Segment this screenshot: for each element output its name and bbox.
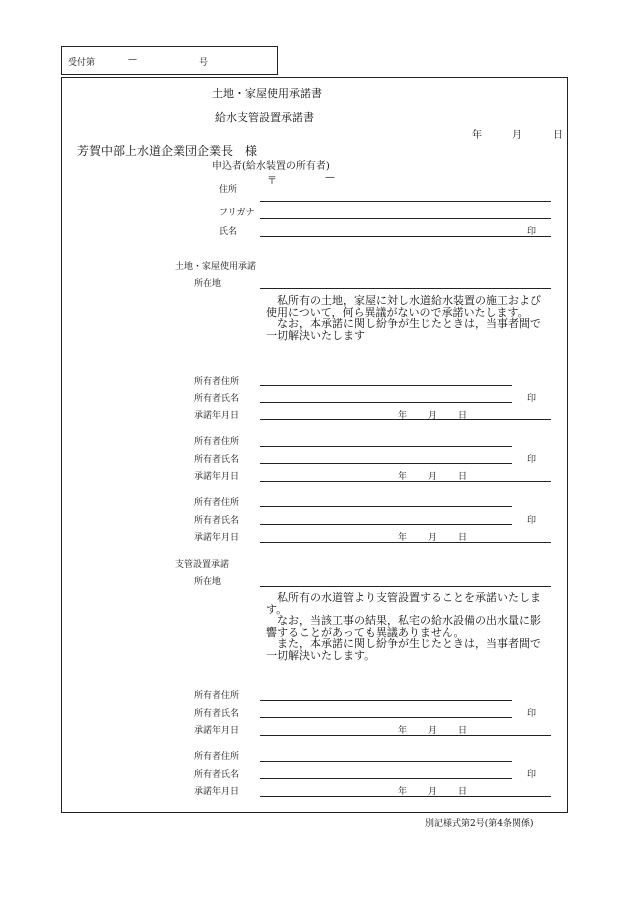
owner-date-day: 日 — [458, 411, 468, 421]
owner-date-year: 年 — [398, 472, 408, 482]
owner-name-label: 所有者氏名 — [194, 394, 240, 404]
owner-seal: 印 — [527, 709, 537, 719]
owner-name-line[interactable] — [260, 717, 512, 718]
land-consent-text-1: 私所有の土地，家屋に対し水道給水装置の施工および使用について，何ら異議がないので承諾いたします。 — [266, 294, 541, 319]
name-label: 氏名 — [219, 227, 238, 237]
owner-date-line[interactable] — [260, 735, 551, 736]
owner-date-month: 月 — [428, 787, 438, 797]
receipt-label: 受付第 — [68, 58, 96, 68]
owner-address-label: 所有者住所 — [194, 498, 240, 508]
land-location-line[interactable] — [260, 288, 551, 289]
owner-date-line[interactable] — [260, 542, 551, 543]
form-number-footer: 別記様式第2号(第4条関係) — [425, 819, 534, 829]
pipe-section-heading: 支管設置承諾 — [175, 560, 230, 570]
land-location-label: 所在地 — [194, 279, 222, 289]
owner-date-label: 承諾年月日 — [194, 411, 240, 421]
owner-name-label: 所有者氏名 — [194, 455, 240, 465]
owner-name-label: 所有者氏名 — [194, 770, 240, 780]
title-land-house: 土地・家屋使用承諾書 — [212, 87, 322, 100]
postal-mark: 〒 — [267, 176, 277, 187]
land-consent-text-2: なお，本承諾に関し紛争が生じたときは，当事者間で一切解決いたします — [266, 317, 541, 342]
owner-date-year: 年 — [398, 726, 408, 736]
land-section-heading: 土地・家屋使用承諾 — [175, 262, 257, 272]
pipe-consent-text — [266, 592, 551, 662]
date-month: 月 — [512, 130, 522, 141]
owner-address-label: 所有者住所 — [194, 377, 240, 387]
owner-seal: 印 — [527, 516, 537, 526]
owner-date-year: 年 — [398, 411, 408, 421]
receipt-box — [61, 46, 278, 75]
owner-date-day: 日 — [458, 472, 468, 482]
owner-address-line[interactable] — [260, 385, 512, 386]
postal-dash: — — [325, 172, 335, 183]
owner-seal: 印 — [527, 770, 537, 780]
receipt-number-suffix: 号 — [199, 58, 209, 68]
owner-address-label: 所有者住所 — [194, 691, 240, 701]
owner-name-line[interactable] — [260, 463, 512, 464]
owner-address-line[interactable] — [260, 761, 512, 762]
furigana-label: フリガナ — [219, 208, 255, 218]
owner-name-label: 所有者氏名 — [194, 516, 240, 526]
owner-seal: 印 — [527, 455, 537, 465]
applicant-seal: 印 — [527, 227, 537, 237]
address-line[interactable] — [260, 201, 551, 202]
owner-address-line[interactable] — [260, 446, 512, 447]
addressee: 芳賀中部上水道企業団企業長 様 — [77, 144, 258, 158]
owner-date-month: 月 — [428, 533, 438, 543]
owner-date-line[interactable] — [260, 481, 551, 482]
owner-date-month: 月 — [428, 726, 438, 736]
owner-date-day: 日 — [458, 726, 468, 736]
owner-date-label: 承諾年月日 — [194, 787, 240, 797]
owner-date-line[interactable] — [260, 796, 551, 797]
furigana-line[interactable] — [260, 218, 551, 219]
date-year: 年 — [472, 130, 482, 141]
owner-address-line[interactable] — [260, 700, 512, 701]
pipe-consent-text-2: なお，当該工事の結果，私宅の給水設備の出水量に影響することがあっても異議ありません。 — [266, 614, 541, 639]
owner-date-year: 年 — [398, 787, 408, 797]
owner-name-line[interactable] — [260, 524, 512, 525]
owner-name-line[interactable] — [260, 778, 512, 779]
title-pipe: 給水支管設置承諾書 — [215, 111, 314, 124]
pipe-location-line[interactable] — [260, 586, 551, 587]
owner-date-label: 承諾年月日 — [194, 472, 240, 482]
owner-date-month: 月 — [428, 411, 438, 421]
owner-name-line[interactable] — [260, 402, 512, 403]
receipt-dash: — — [128, 55, 137, 65]
owner-date-month: 月 — [428, 472, 438, 482]
form-frame — [61, 77, 568, 813]
applicant-heading: 申込者(給水装置の所有者) — [212, 161, 330, 172]
owner-address-label: 所有者住所 — [194, 437, 240, 447]
owner-address-label: 所有者住所 — [194, 752, 240, 762]
owner-date-label: 承諾年月日 — [194, 726, 240, 736]
pipe-location-label: 所在地 — [194, 577, 222, 587]
pipe-consent-text-1: 私所有の水道管より支管設置することを承諾いたします。 — [266, 591, 541, 616]
owner-date-day: 日 — [458, 787, 468, 797]
owner-name-label: 所有者氏名 — [194, 709, 240, 719]
pipe-consent-text-3: また，本承諾に関し紛争が生じたときは，当事者間で一切解決いたします。 — [266, 637, 541, 662]
owner-seal: 印 — [527, 394, 537, 404]
owner-date-year: 年 — [398, 533, 408, 543]
owner-date-day: 日 — [458, 533, 468, 543]
name-line[interactable] — [260, 236, 551, 237]
owner-date-line[interactable] — [260, 419, 551, 420]
date-day: 日 — [553, 130, 563, 141]
owner-date-label: 承諾年月日 — [194, 533, 240, 543]
address-label: 住所 — [219, 185, 238, 195]
land-consent-text — [266, 295, 551, 341]
owner-address-line[interactable] — [260, 506, 512, 507]
